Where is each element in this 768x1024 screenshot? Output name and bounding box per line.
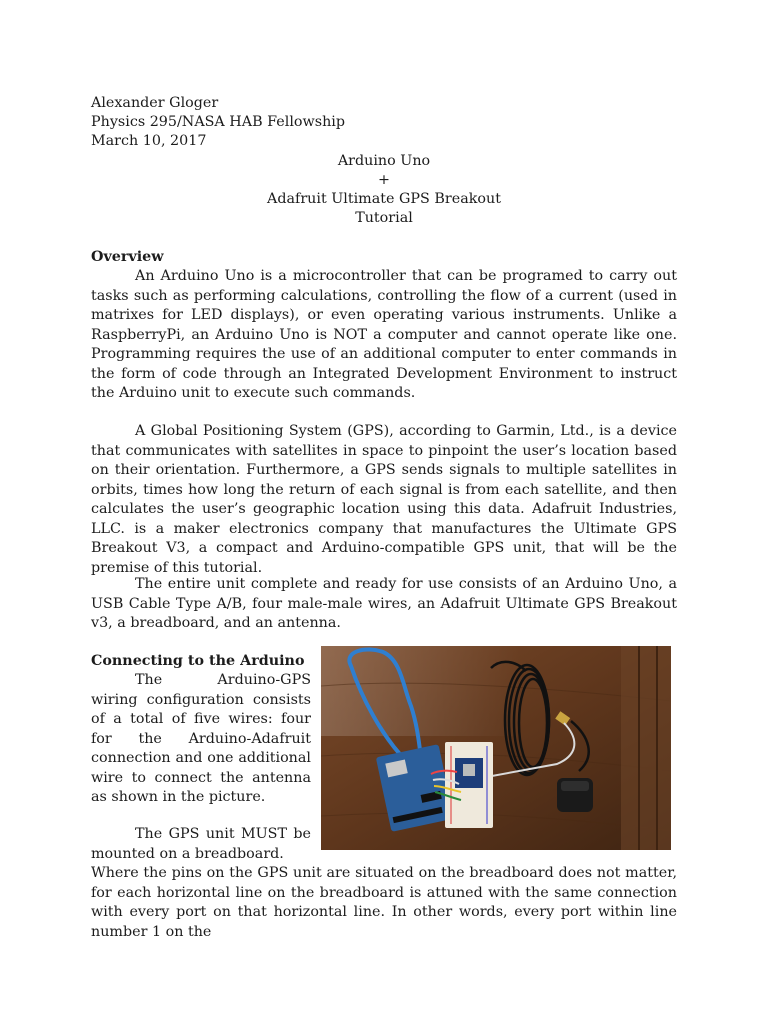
title-line-2: +: [378, 172, 390, 188]
section-heading-overview: Overview: [91, 249, 164, 265]
title-line-1: Arduino Uno: [337, 153, 431, 169]
section-heading-connecting: Connecting to the Arduino: [91, 653, 305, 669]
connecting-paragraph-2-start: The GPS unit MUST be mounted on a breadboard.: [91, 826, 311, 862]
connecting-paragraph-1: The Arduino-GPS wiring configuration consists of a total of five wires: four for the Arduino-Adafruit connection and one additional wire to connect the antenna as shown in the picture.: [91, 672, 311, 805]
date-line: March 10, 2017: [91, 133, 207, 149]
overview-paragraph-2: A Global Positioning System (GPS), according to Garmin, Ltd., is a device that communicates with satellites in space to pinpoint the user’s location based on their orientation. Furthermore, a GPS sends signals to multiple satellites in orbits, times how long the return of each signal is from each satellite, and then calculates the user’s geographic location using this data. Adafruit Industries, LLC. is a maker electronics company that manufactures the Ultimate GPS Breakout V3, a compact and Arduino-compatible GPS unit, that will be the premise of this tutorial.: [91, 423, 677, 576]
breadboard: [445, 742, 493, 828]
overview-paragraph-3: The entire unit complete and ready for use consists of an Arduino Uno, a USB Cable Type A/B, four male-male wires, an Adafruit Ultimate GPS Breakout v3, a breadboard, and an antenna.: [91, 576, 677, 631]
chair-slats: [621, 646, 671, 850]
title-line-3: Adafruit Ultimate GPS Breakout: [267, 191, 501, 207]
course-line: Physics 295/NASA HAB Fellowship: [91, 114, 346, 130]
overview-paragraph-1: An Arduino Uno is a microcontroller that can be programed to carry out tasks such as performing calculations, controlling the flow of a current (used in matrixes for LED displays), or even operating various instruments. Unlike a RaspberryPi, an Arduino Uno is NOT a computer and cannot operate like one. Programming requires the use of an additional computer to enter commands in the form of code through an Integrated Development Environment to instruct the Arduino unit to execute such commands.: [91, 268, 677, 401]
author-name: Alexander Gloger: [91, 95, 219, 111]
title-line-4: Tutorial: [355, 210, 413, 226]
arduino-gps-photo: [321, 646, 671, 850]
photo-illustration: [321, 646, 671, 850]
connecting-paragraph-2-continued: Where the pins on the GPS unit are situated on the breadboard does not matter, for each horizontal line on the breadboard is attuned with the same connection with every port on that horizontal line. In other words, every port within line number 1 on the: [91, 865, 677, 940]
